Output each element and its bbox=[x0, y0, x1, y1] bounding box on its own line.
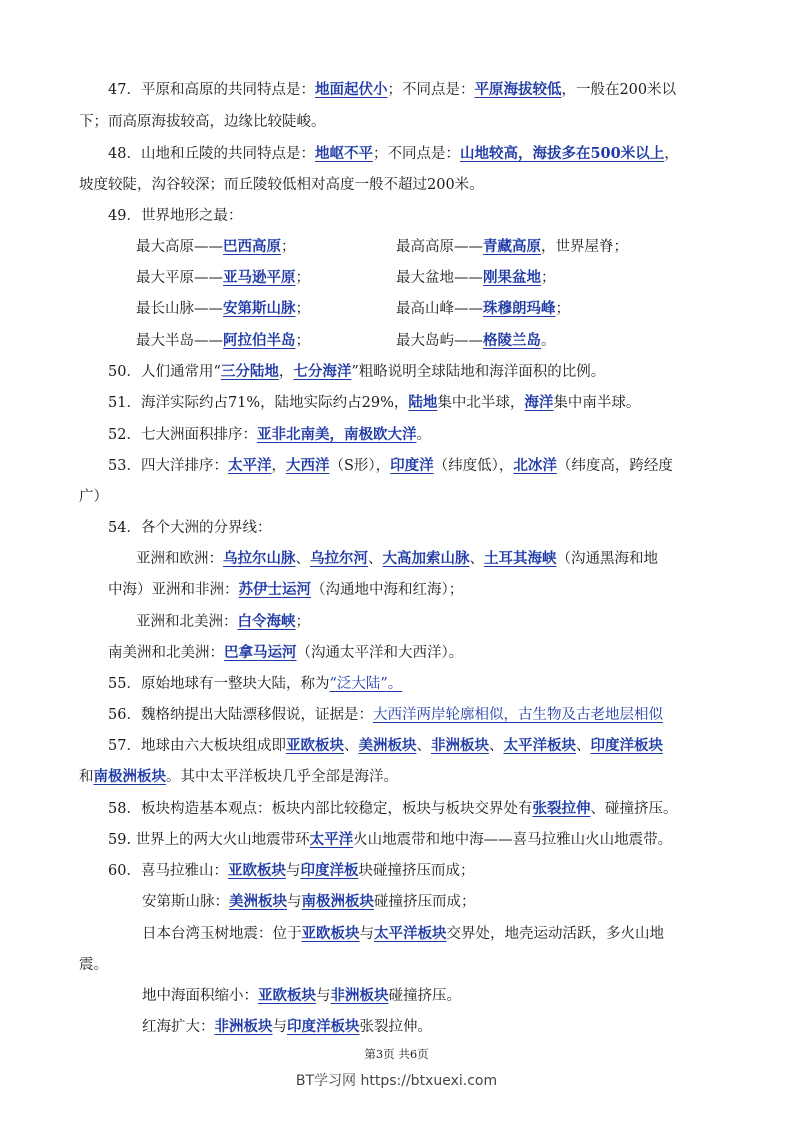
text: （沟通黑海和地 bbox=[556, 551, 658, 567]
text: 与 bbox=[285, 863, 301, 879]
text: 张裂拉伸。 bbox=[359, 1019, 432, 1035]
text: 南美洲和北美洲： bbox=[108, 645, 224, 661]
record-right bbox=[396, 331, 556, 351]
asia-europe-line bbox=[136, 549, 658, 569]
text: 、 bbox=[295, 551, 310, 567]
answer: 大西洋 bbox=[285, 457, 330, 474]
text: 火山地震带和地中海——喜马拉雅山火山地震带。 bbox=[353, 832, 673, 848]
text: ，世界屋脊； bbox=[541, 239, 628, 255]
answer: 平原海拔较低 bbox=[474, 81, 562, 98]
text: 红海扩大： bbox=[142, 1019, 215, 1035]
text: 与 bbox=[316, 988, 331, 1004]
text: 、 bbox=[368, 551, 383, 567]
text: （沟通地中海和红海）； bbox=[311, 582, 464, 598]
text: ；不同点是： bbox=[372, 146, 460, 162]
record-left bbox=[136, 268, 310, 288]
text: 51．海洋实际约占71%，陆地实际约占29%， bbox=[108, 395, 409, 411]
item-60-red-sea bbox=[142, 1017, 432, 1037]
item-50 bbox=[108, 362, 605, 382]
answer: 亚欧板块 bbox=[258, 987, 316, 1004]
text: 集中南半球。 bbox=[553, 395, 641, 411]
answer: 南极洲板块 bbox=[93, 768, 166, 785]
record-left bbox=[136, 237, 296, 257]
text: 最高高原—— bbox=[396, 239, 483, 255]
text: 56．魏格纳提出大陆漂移假说，证据是： bbox=[108, 707, 373, 723]
asia-africa-line bbox=[108, 580, 463, 600]
answer: 阿拉伯半岛 bbox=[223, 332, 296, 349]
item-58 bbox=[108, 799, 677, 819]
answer: 亚非北南美，南极欧大洋 bbox=[256, 426, 417, 443]
answer: 苏伊士运河 bbox=[238, 581, 311, 598]
text: ，一般在200米以 bbox=[561, 82, 677, 98]
item-60-mediterranean bbox=[142, 986, 461, 1006]
text: 60．喜马拉雅山： bbox=[108, 863, 228, 879]
text: 。 bbox=[541, 333, 556, 349]
text: 地中海面积缩小： bbox=[142, 988, 258, 1004]
item-47-line-2: 下；而高原海拔较高，边缘比较陡峻。 bbox=[79, 114, 326, 130]
answer: 印度洋 bbox=[390, 457, 434, 474]
text: ”粗略说明全球陆地和海洋面积的比例。 bbox=[351, 364, 606, 380]
text: 与 bbox=[287, 894, 302, 910]
answer: 山地较高，海拔多在500米以上 bbox=[459, 145, 665, 162]
item-47-line-1 bbox=[108, 80, 676, 100]
answer: 巴西高原 bbox=[223, 238, 281, 255]
record-right bbox=[396, 237, 628, 257]
text: 最高山峰—— bbox=[396, 301, 483, 317]
text: ， bbox=[271, 458, 286, 474]
answer: 张裂拉伸 bbox=[532, 800, 591, 817]
answer: 巴拿马运河 bbox=[224, 644, 297, 661]
text: 碰撞挤压。 bbox=[388, 988, 461, 1004]
item-53-line-1 bbox=[108, 456, 673, 476]
text: 块碰撞挤压而成； bbox=[358, 863, 475, 879]
text: 53．四大洋排序： bbox=[108, 458, 228, 474]
answer: 美洲板块 bbox=[358, 737, 417, 754]
text: 、 bbox=[416, 738, 431, 754]
text: 最大平原—— bbox=[136, 270, 223, 286]
record-left bbox=[136, 331, 310, 351]
answer: 亚欧板块 bbox=[227, 862, 286, 879]
answer: 刚果盆地 bbox=[483, 269, 541, 286]
text: 、 bbox=[343, 738, 359, 754]
answer: 青藏高原 bbox=[483, 238, 541, 255]
text: 与 bbox=[272, 1019, 287, 1035]
answer: 美洲板块 bbox=[229, 893, 287, 910]
text: 和 bbox=[79, 769, 94, 785]
text: 。其中太平洋板块几乎全部是海洋。 bbox=[166, 769, 398, 785]
answer: 亚马逊平原 bbox=[223, 269, 296, 286]
text: 最大盆地—— bbox=[396, 270, 483, 286]
answer: 亚欧板块 bbox=[301, 925, 360, 942]
text: 57．地球由六大板块组成即 bbox=[108, 738, 286, 754]
item-51 bbox=[108, 393, 640, 413]
text: （沟通太平洋和大西洋）。 bbox=[296, 645, 464, 661]
answer: 珠穆朗玛峰 bbox=[483, 300, 556, 317]
answer: 大西洋两岸轮廓相似，古生物及古老地层相似 bbox=[372, 707, 663, 723]
item-54-title: 54．各个大洲的分界线： bbox=[108, 520, 272, 536]
item-60-japan-line-2: 震。 bbox=[79, 957, 108, 973]
record-left bbox=[136, 299, 310, 319]
text: ； bbox=[281, 239, 296, 255]
item-56 bbox=[108, 705, 663, 725]
answer: 印度洋板 bbox=[300, 862, 359, 879]
item-57-line-2 bbox=[79, 767, 398, 787]
answer: 非洲板块 bbox=[214, 1018, 273, 1035]
text: 58．板块构造基本观点：板块内部比较稳定，板块与板块交界处有 bbox=[108, 801, 533, 817]
text: 碰撞挤压而成； bbox=[374, 894, 476, 910]
text: 、 bbox=[469, 551, 484, 567]
record-right bbox=[396, 299, 570, 319]
text: ； bbox=[555, 301, 570, 317]
text: 安第斯山脉： bbox=[142, 894, 229, 910]
text: ； bbox=[295, 614, 310, 630]
answer: 安第斯山脉 bbox=[223, 300, 296, 317]
answer: 太平洋板块 bbox=[374, 925, 447, 942]
text: 50．人们通常用“ bbox=[108, 364, 221, 380]
text: 日本台湾玉树地震：位于 bbox=[142, 926, 302, 942]
text: （纬度高，跨经度 bbox=[556, 458, 673, 474]
south-north-america-line bbox=[108, 643, 463, 663]
text: 集中北半球， bbox=[437, 395, 525, 411]
text: 、碰撞挤压。 bbox=[590, 801, 678, 817]
text: （纬度低）， bbox=[433, 458, 514, 474]
text: ；不同点是： bbox=[387, 82, 475, 98]
answer: 亚欧板块 bbox=[285, 737, 344, 754]
answer: 土耳其海峡 bbox=[484, 550, 557, 567]
text: 52．七大洲面积排序： bbox=[108, 427, 257, 443]
text: 最大半岛—— bbox=[136, 333, 223, 349]
answer: 海洋 bbox=[524, 394, 554, 411]
item-49-title: 49．世界地形之最： bbox=[108, 208, 243, 224]
text: 与 bbox=[359, 926, 374, 942]
answer: 太平洋板块 bbox=[503, 737, 576, 754]
answer: 太平洋 bbox=[227, 457, 272, 474]
text: 中海）亚洲和非洲： bbox=[108, 582, 239, 598]
answer: 陆地 bbox=[408, 394, 438, 411]
answer: 白令海峡 bbox=[237, 613, 296, 630]
answer: 七分海洋 bbox=[293, 363, 352, 380]
text: 、 bbox=[488, 738, 504, 754]
item-57-line-1 bbox=[108, 736, 663, 756]
page-number: 第3页 共6页 bbox=[364, 1047, 429, 1061]
item-48-line-1 bbox=[108, 144, 679, 164]
answer: 印度洋板块 bbox=[287, 1018, 360, 1035]
answer: 非洲板块 bbox=[430, 737, 489, 754]
text: 55．原始地球有一整块大陆，称为 bbox=[108, 676, 330, 692]
item-55 bbox=[108, 674, 402, 694]
answer: “泛大陆”。 bbox=[329, 676, 403, 692]
record-right bbox=[396, 268, 556, 288]
text: 亚洲和北美洲： bbox=[136, 614, 238, 630]
text: ； bbox=[295, 301, 310, 317]
answer: 印度洋板块 bbox=[590, 737, 663, 754]
answer: 非洲板块 bbox=[330, 987, 389, 1004]
answer: 太平洋 bbox=[309, 831, 354, 848]
answer: 乌拉尔山脉 bbox=[223, 550, 296, 567]
item-52 bbox=[108, 425, 431, 445]
text: ， bbox=[664, 146, 679, 162]
text: ； bbox=[541, 270, 556, 286]
text: 59. 世界上的两大火山地震带环 bbox=[108, 832, 310, 848]
text: ； bbox=[295, 270, 310, 286]
item-60-himalaya bbox=[108, 861, 474, 881]
item-59 bbox=[108, 830, 672, 850]
answer: 格陵兰岛 bbox=[483, 332, 541, 349]
text: 。 bbox=[416, 427, 431, 443]
text: 交界处，地壳运动活跃，多火山地 bbox=[446, 926, 664, 942]
text: 最大高原—— bbox=[136, 239, 223, 255]
text: （S形）， bbox=[329, 458, 391, 474]
answer: 地岖不平 bbox=[314, 145, 373, 162]
text: 最长山脉—— bbox=[136, 301, 223, 317]
answer: 大高加索山脉 bbox=[382, 550, 470, 567]
item-48-line-2: 坡度较陡，沟谷较深；而丘陵较低相对高度一般不超过200米。 bbox=[79, 177, 484, 193]
text: 、 bbox=[575, 738, 591, 754]
text: 47．平原和高原的共同特点是： bbox=[108, 82, 315, 98]
watermark: BT学习网 https://btxuexi.com bbox=[295, 1073, 498, 1089]
answer: 南极洲板块 bbox=[301, 893, 374, 910]
text: 最大岛屿—— bbox=[396, 333, 483, 349]
text: ， bbox=[278, 364, 294, 380]
text: ； bbox=[295, 333, 310, 349]
text: 亚洲和欧洲： bbox=[136, 551, 223, 567]
text: 48．山地和丘陵的共同特点是： bbox=[108, 146, 315, 162]
answer: 地面起伏小 bbox=[314, 81, 388, 98]
item-60-andes bbox=[142, 892, 476, 912]
item-53-line-2: 广） bbox=[79, 489, 108, 505]
answer: 北冰洋 bbox=[513, 457, 557, 474]
answer: 乌拉尔河 bbox=[310, 550, 368, 567]
asia-north-america-line bbox=[136, 612, 310, 632]
answer: 三分陆地 bbox=[220, 363, 279, 380]
item-60-japan-line-1 bbox=[142, 924, 664, 944]
